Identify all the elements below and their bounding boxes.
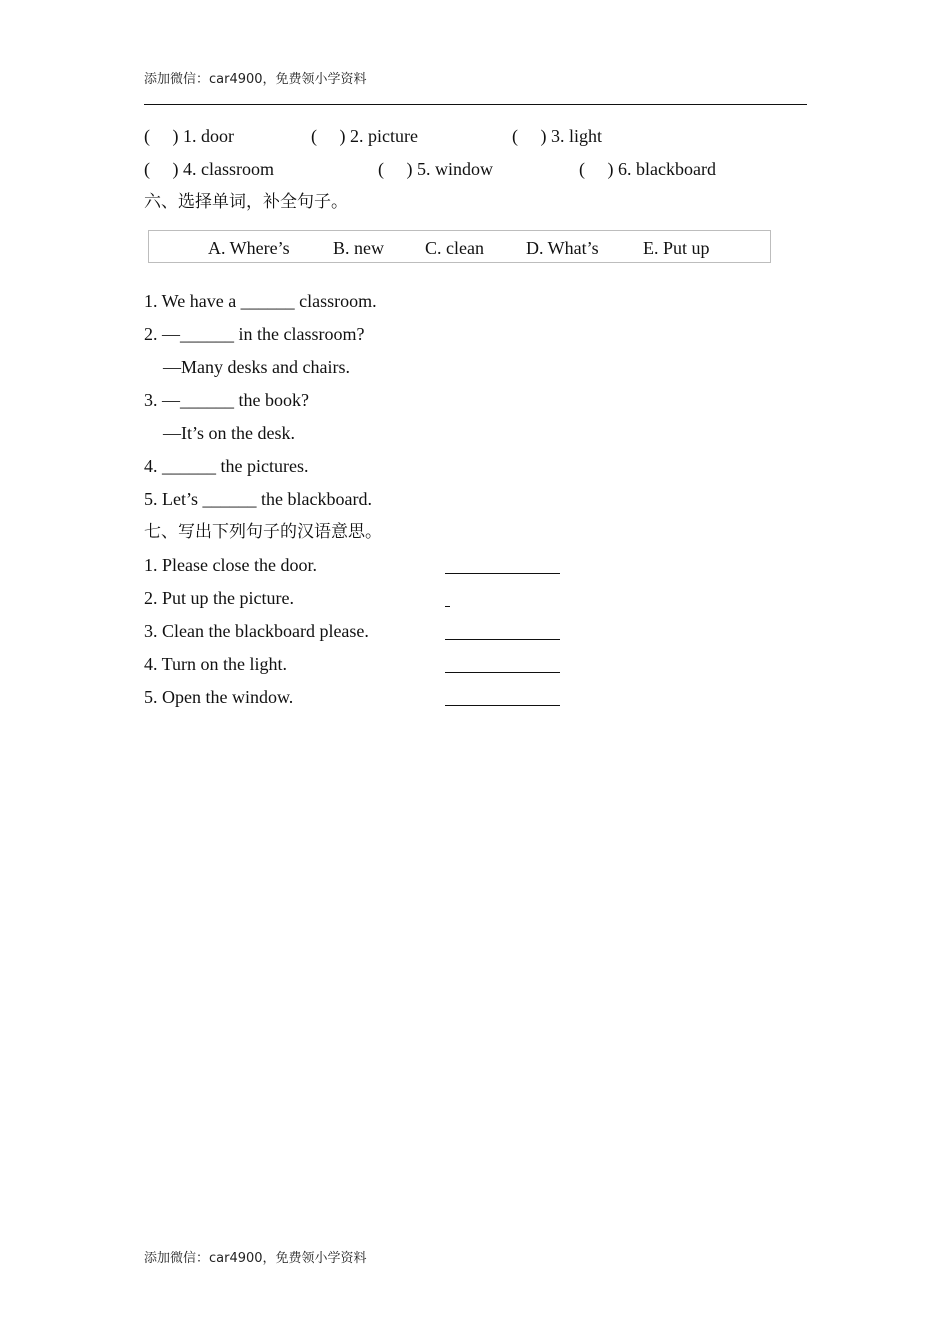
match-item-5: ( ) 5. window (378, 159, 493, 179)
match-item-6: ( ) 6. blackboard (579, 159, 716, 179)
fill-sentence-2-answer: —Many desks and chairs. (163, 357, 350, 377)
fill-sentence-3-answer: —It’s on the desk. (163, 423, 295, 443)
match-item-4: ( ) 4. classroom (144, 159, 274, 179)
option-d: D. What’s (526, 238, 599, 258)
header-divider (144, 104, 807, 105)
fill-sentence-4: 4. ______ the pictures. (144, 456, 309, 476)
answer-line-2 (445, 606, 450, 607)
translate-sentence-4: 4. Turn on the light. (144, 654, 288, 674)
option-e: E. Put up (643, 238, 710, 258)
page-header-text: 添加微信：car4900，免费领小学资料 (144, 72, 367, 87)
fill-sentence-3: 3. —______ the book? (144, 390, 309, 410)
section-7-title: 七、写出下列句子的汉语意思。 (144, 522, 382, 542)
answer-line-3 (445, 639, 560, 640)
fill-sentence-2: 2. —______ in the classroom? (144, 324, 365, 344)
option-a: A. Where’s (208, 238, 290, 258)
answer-line-5 (445, 705, 560, 706)
answer-line-1 (445, 573, 560, 574)
translate-sentence-3: 3. Clean the blackboard please. (144, 621, 369, 641)
match-item-1: ( ) 1. door (144, 126, 234, 146)
match-item-3: ( ) 3. light (512, 126, 602, 146)
option-c: C. clean (425, 238, 484, 258)
translate-sentence-5: 5. Open the window. (144, 687, 294, 707)
match-item-2: ( ) 2. picture (311, 126, 418, 146)
translate-sentence-2: 2. Put up the picture. (144, 588, 294, 608)
word-options-box (148, 230, 771, 263)
section-6-title: 六、选择单词，补全句子。 (144, 192, 348, 212)
option-b: B. new (333, 238, 384, 258)
answer-line-4 (445, 672, 560, 673)
fill-sentence-1: 1. We have a ______ classroom. (144, 291, 377, 311)
fill-sentence-5: 5. Let’s ______ the blackboard. (144, 489, 372, 509)
translate-sentence-1: 1. Please close the door. (144, 555, 317, 575)
page-footer-text: 添加微信：car4900，免费领小学资料 (144, 1251, 367, 1266)
